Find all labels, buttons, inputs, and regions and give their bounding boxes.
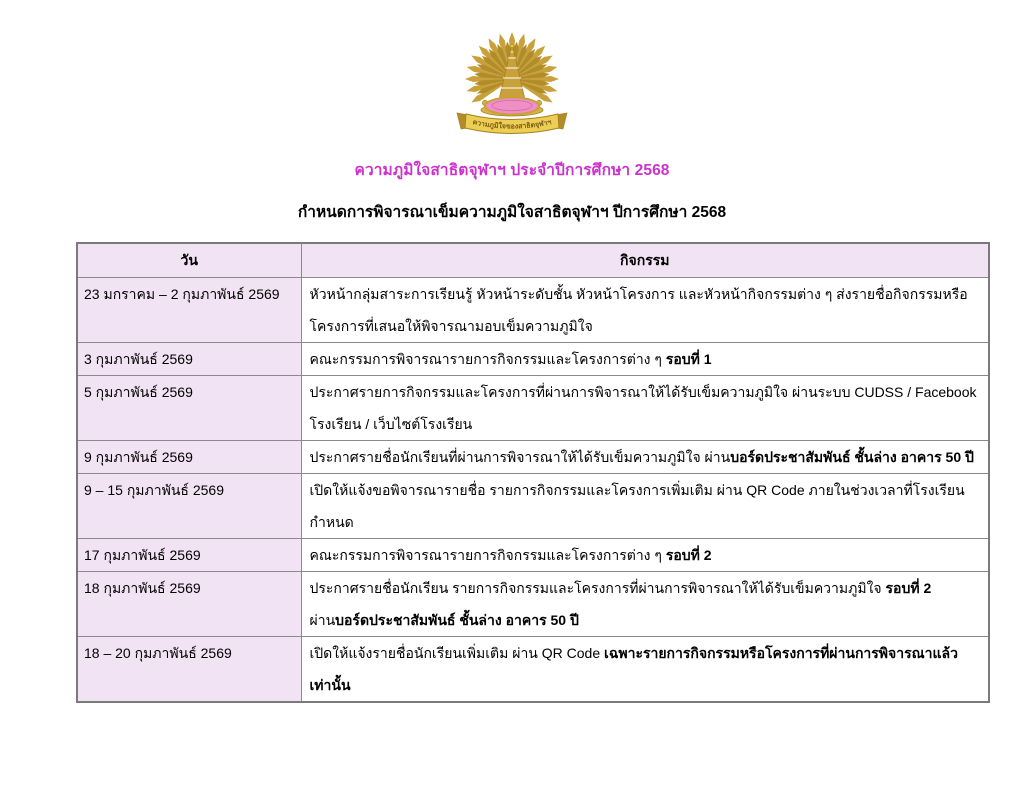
date-cell: 18 กุมภาพันธ์ 2569 [77,572,301,637]
activity-cell: เปิดให้แจ้งรายชื่อนักเรียนเพิ่มเติม ผ่าน QR Code เฉพาะรายการกิจกรรมหรือโครงการที่ผ่านการพิจารณาแล้วเท่านั้น [301,637,989,703]
table-row [77,637,989,703]
table-row [77,441,989,474]
table-header-row [77,243,989,278]
activity-cell: เปิดให้แจ้งขอพิจารณารายชื่อ รายการกิจกรรมและโครงการเพิ่มเติม ผ่าน QR Code ภายในช่วงเวลาที่โรงเรียนกำหนด [301,474,989,539]
activity-cell: ประกาศรายการกิจกรรมและโครงการที่ผ่านการพิจารณาให้ได้รับเข็มความภูมิใจ ผ่านระบบ CUDSS / Facebook โรงเรียน / เว็บไซต์โรงเรียน [301,376,989,441]
schedule-table [76,242,990,703]
table-row [77,278,989,343]
date-cell: 23 มกราคม – 2 กุมภาพันธ์ 2569 [77,278,301,343]
column-header-day: วัน [77,243,301,278]
schedule-table-body [77,278,989,703]
activity-cell: ประกาศรายชื่อนักเรียนที่ผ่านการพิจารณาให้ได้รับเข็มความภูมิใจ ผ่านบอร์ดประชาสัมพันธ์ ชั้นล่าง อาคาร 50 ปี [301,441,989,474]
date-cell: 3 กุมภาพันธ์ 2569 [77,343,301,376]
doc-subtitle: กำหนดการพิจารณาเข็มความภูมิใจสาธิตจุฬาฯ ปีการศึกษา 2568 [297,204,727,221]
date-cell: 9 – 15 กุมภาพันธ์ 2569 [77,474,301,539]
table-row [77,376,989,441]
activity-cell: คณะกรรมการพิจารณารายการกิจกรรมและโครงการต่าง ๆ รอบที่ 1 [301,343,989,376]
column-header-activity: กิจกรรม [301,243,989,278]
date-cell: 5 กุมภาพันธ์ 2569 [77,376,301,441]
date-cell: 17 กุมภาพันธ์ 2569 [77,539,301,572]
school-emblem-logo [451,24,573,138]
date-cell: 9 กุมภาพันธ์ 2569 [77,441,301,474]
table-row [77,572,989,637]
doc-title: ความภูมิใจสาธิตจุฬาฯ ประจำปีการศึกษา 2568 [354,162,670,179]
emblem-banner-text: ความภูมิใจของสาธิตจุฬาฯ [471,119,553,131]
logo-container [0,0,1024,143]
date-cell: 18 – 20 กุมภาพันธ์ 2569 [77,637,301,703]
activity-cell: หัวหน้ากลุ่มสาระการเรียนรู้ หัวหน้าระดับชั้น หัวหน้าโครงการ และหัวหน้ากิจกรรมต่าง ๆ ส่งรายชื่อกิจกรรมหรือ โครงการที่เสนอให้พิจารณามอบเข็มความภูมิใจ [301,278,989,343]
table-row [77,343,989,376]
table-row [77,539,989,572]
activity-cell: คณะกรรมการพิจารณารายการกิจกรรมและโครงการต่าง ๆ รอบที่ 2 [301,539,989,572]
activity-cell: ประกาศรายชื่อนักเรียน รายการกิจกรรมและโครงการที่ผ่านการพิจารณาให้ได้รับเข็มความภูมิใจ รอบที่ 2 ผ่านบอร์ดประชาสัมพันธ์ ชั้นล่าง อาคาร 50 ปี [301,572,989,637]
table-row [77,474,989,539]
